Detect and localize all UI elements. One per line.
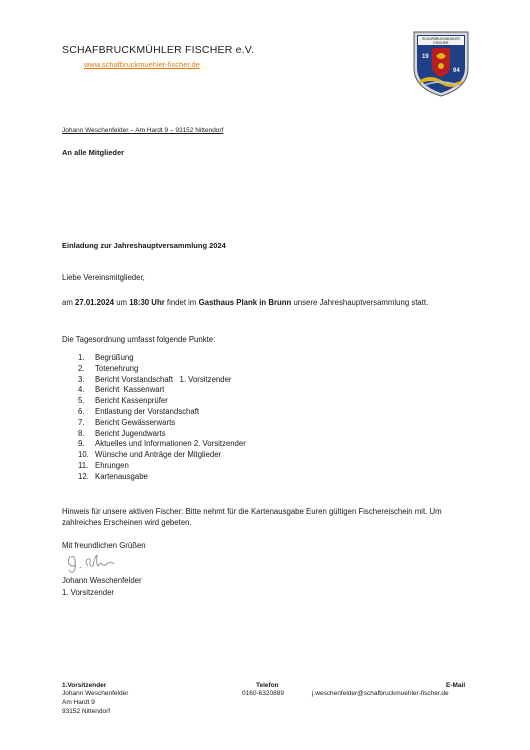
footer-email[interactable]: j.weschenfelder@schafbruckmuehler-fischer.de — [312, 690, 449, 697]
meeting-time: 18:30 Uhr — [129, 298, 165, 307]
footer-role-label: 1.Vorsitzender — [62, 682, 107, 689]
meeting-date: 27.01.2024 — [75, 298, 115, 307]
agenda-item-number: 9. — [78, 439, 85, 449]
svg-text:94: 94 — [453, 68, 460, 74]
agenda-item-text: Begrüßung — [95, 353, 134, 362]
agenda-item-text: Kartenausgabe — [95, 471, 148, 481]
agenda-intro: Die Tagesordnung umfasst folgende Punkte: — [62, 335, 216, 344]
club-logo-icon — [410, 28, 472, 98]
agenda-item-text: Totenehrung — [95, 363, 139, 373]
footer-phone: 0160-6320889 — [242, 690, 284, 697]
footer-phone-label: Telefon — [256, 682, 279, 689]
agenda-item-number: 2. — [78, 363, 85, 373]
agenda-item-number: 4. — [78, 385, 85, 395]
footer-name: Johann Weschenfelder — [62, 690, 129, 697]
svg-text:19: 19 — [422, 54, 429, 60]
agenda-item-number: 10. — [78, 450, 89, 460]
meeting-suffix: unsere Jahreshauptversammlung statt. — [291, 298, 429, 307]
footer-email-label: E-Mail — [446, 682, 466, 689]
agenda-item-text: Entlastung der Vorstandschaft — [95, 406, 200, 416]
svg-text:SCHAFBRUCKMÜHLER: SCHAFBRUCKMÜHLER — [422, 37, 460, 41]
meeting-mid2: findet im — [164, 298, 199, 307]
agenda-item-number: 5. — [78, 396, 85, 406]
agenda-item-text: Bericht Kassenprüfer — [95, 396, 168, 406]
agenda-item-text: Bericht Jugendwarts — [95, 428, 166, 438]
salutation: Liebe Vereinsmitglieder, — [62, 273, 145, 282]
footer-street: Am Hardt 9 — [62, 699, 95, 706]
closing: Mit freundlichen Grüßen — [62, 541, 146, 550]
meeting-mid: um — [114, 298, 130, 307]
footer-city: 93152 Nittendorf — [62, 708, 111, 715]
club-website-link[interactable]: www.schafbruckmuehler-fischer.de — [84, 60, 200, 69]
recipient: An alle Mitglieder — [62, 148, 125, 157]
meeting-prefix: am — [62, 298, 75, 307]
agenda-item-text: Bericht Kassenwart — [95, 385, 165, 395]
letter-subject: Einladung zur Jahreshauptversammlung 2024 — [62, 241, 226, 250]
agenda-item-number: 8. — [78, 428, 85, 438]
agenda-item-text: Aktuelles und Informationen 2. Vorsitzender — [95, 439, 246, 449]
agenda-item-number: 11. — [78, 460, 89, 470]
club-name: SCHAFBRUCKMÜHLER FISCHER e.V. — [62, 44, 255, 56]
meeting-details — [62, 297, 472, 308]
agenda-item-text: Ehrungen — [95, 460, 129, 470]
agenda-item-number: 6. — [78, 406, 85, 416]
fisher-notice: Hinweis für unsere aktiven Fischer: Bitte nehmt für die Kartenausgabe Euren gültigen Fischereischein mit. Um zahlreiches Erscheinen wird gebeten. — [62, 507, 442, 527]
agenda-item-text: Wünsche und Anträge der Mitglieder — [95, 450, 222, 460]
sender-address-line: Johann Weschenfelder – Am Hardt 9 – 93152 Nittendorf — [62, 127, 224, 134]
signature-icon — [64, 552, 124, 574]
agenda-item-number: 3. — [78, 374, 85, 384]
signer-role: 1. Vorsitzender — [62, 588, 115, 597]
agenda-item-text: Bericht Vorstandschaft 1. Vorsitzender — [95, 374, 232, 384]
svg-text:FISCHER: FISCHER — [433, 41, 449, 45]
agenda-item-number: 1. — [78, 353, 85, 362]
signer-name: Johann Weschenfelder — [62, 576, 142, 585]
agenda-item-number: 12. — [78, 471, 89, 481]
agenda-item-number: 7. — [78, 417, 85, 427]
agenda-item-text: Bericht Gewässerwarts — [95, 417, 176, 427]
meeting-venue: Gasthaus Plank in Brunn — [198, 298, 292, 307]
